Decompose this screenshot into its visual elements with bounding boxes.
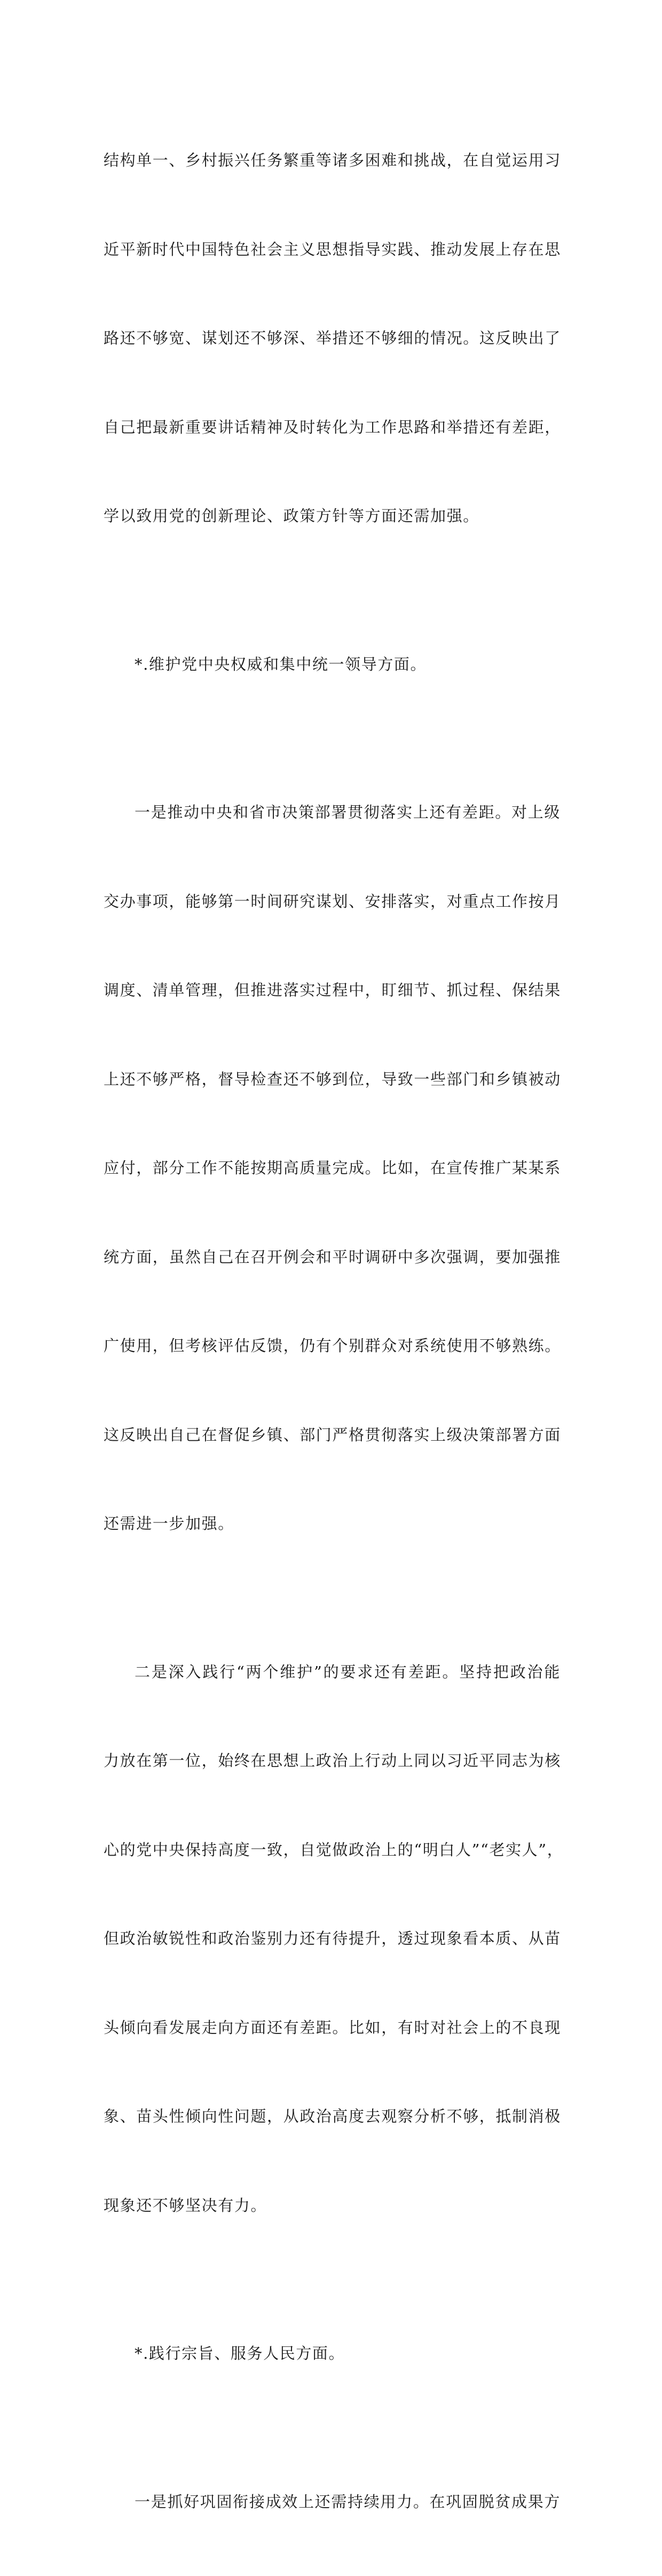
text-line: 广使用，但考核评估反馈，仍有个别群众对系统使用不够熟练。 bbox=[104, 1331, 561, 1361]
text-line: 象、苗头性倾向性问题，从政治高度去观察分析不够，抵制消极 bbox=[104, 2102, 561, 2132]
text-line: *.践行宗旨、服务人民方面。 bbox=[104, 2339, 561, 2369]
section-heading-1 bbox=[104, 591, 561, 739]
text-line: 但政治敏锐性和政治鉴别力还有待提升，透过现象看本质、从苗 bbox=[104, 1924, 561, 1954]
text-line: 交办事项，能够第一时间研究谋划、安排落实，对重点工作按月 bbox=[104, 887, 561, 917]
text-line: 统方面，虽然自己在召开例会和平时调研中多次强调，要加强推 bbox=[104, 1243, 561, 1273]
text-line: 一是推动中央和省市决策部署贯彻落实上还有差距。对上级 bbox=[104, 798, 561, 828]
text-line: 还需进一步加强。 bbox=[104, 1509, 561, 1539]
text-line: 自己把最新重要讲话精神及时转化为工作思路和举措还有差距， bbox=[104, 413, 561, 443]
paragraph-4 bbox=[104, 2428, 561, 2576]
text-line: 近平新时代中国特色社会主义思想指导实践、推动发展上存在思 bbox=[104, 235, 561, 265]
text-line: 一是抓好巩固衔接成效上还需持续用力。在巩固脱贫成果方 bbox=[104, 2487, 561, 2517]
text-line: 学以致用党的创新理论、政策方针等方面还需加强。 bbox=[104, 501, 561, 531]
paragraph-1 bbox=[104, 87, 561, 591]
text-line: 调度、清单管理，但推进落实过程中，盯细节、抓过程、保结果 bbox=[104, 976, 561, 1006]
text-line: 应付，部分工作不能按期高质量完成。比如，在宣传推广某某系 bbox=[104, 1153, 561, 1183]
text-line: 这反映出自己在督促乡镇、部门严格贯彻落实上级决策部署方面 bbox=[104, 1420, 561, 1450]
text-line: 力放在第一位，始终在思想上政治上行动上同以习近平同志为核 bbox=[104, 1746, 561, 1776]
paragraph-2 bbox=[104, 739, 561, 1598]
text-line: 心的党中央保持高度一致，自觉做政治上的“明白人”“老实人”， bbox=[104, 1835, 561, 1865]
document-body bbox=[104, 87, 561, 2576]
text-line: 二是深入践行“两个维护”的要求还有差距。坚持把政治能 bbox=[104, 1658, 561, 1687]
section-heading-2 bbox=[104, 2280, 561, 2428]
text-line: *.维护党中央权威和集中统一领导方面。 bbox=[104, 650, 561, 680]
text-line: 现象还不够坚决有力。 bbox=[104, 2191, 561, 2221]
text-line: 上还不够严格，督导检查还不够到位，导致一些部门和乡镇被动 bbox=[104, 1065, 561, 1095]
paragraph-3 bbox=[104, 1598, 561, 2280]
text-line: 结构单一、乡村振兴任务繁重等诸多困难和挑战，在自觉运用习 bbox=[104, 146, 561, 176]
text-line: 路还不够宽、谋划还不够深、举措还不够细的情况。这反映出了 bbox=[104, 324, 561, 354]
text-line: 头倾向看发展走向方面还有差距。比如，有时对社会上的不良现 bbox=[104, 2013, 561, 2043]
document-page bbox=[0, 0, 662, 937]
